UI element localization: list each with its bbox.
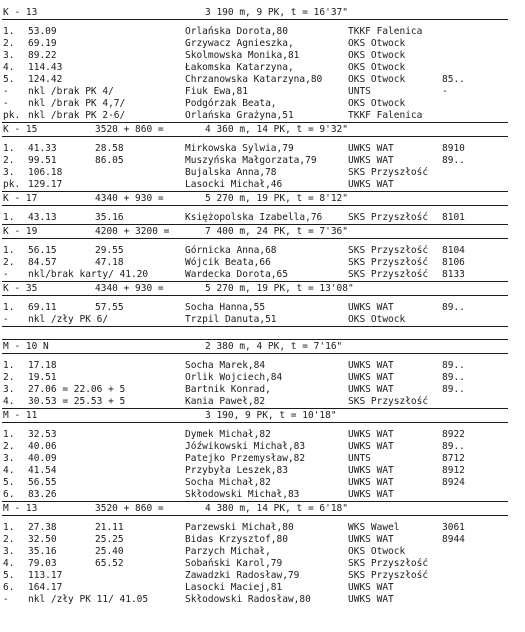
competitor-code: 8106 [442,257,465,268]
competitor-name: Chrzanowska Katarzyna,80 [185,74,323,85]
time: nkl /brak PK 4,7/ [28,98,126,109]
club: UWKS WAT [348,594,394,605]
club: SKS Przyszłość [348,269,429,280]
club: UWKS WAT [348,143,394,154]
result-row [0,594,525,606]
section-header [0,340,525,353]
competitor-name: Orlik Wojciech,84 [185,372,283,383]
result-row [0,453,525,465]
competitor-name: Wardecka Dorota,65 [185,269,288,280]
result-row [0,546,525,558]
time: 41.33 [28,143,57,154]
competitor-name: Patejko Przemysław,82 [185,453,306,464]
competitor-name: Bujalska Anna,78 [185,167,277,178]
competitor-code: 89.. [442,302,465,313]
competitor-code: 89.. [442,384,465,395]
place: 5. [3,570,15,581]
time: nkl /brak PK 4/ [28,86,114,97]
time: 43.13 [28,212,57,223]
place: 1. [3,143,15,154]
result-row [0,269,525,281]
club: UWKS WAT [348,384,394,395]
result-row [0,62,525,74]
result-row [0,38,525,50]
place: - [3,314,9,325]
club: UWKS WAT [348,441,394,452]
section-label: M - 10 N [3,341,49,352]
competitor-code: 8944 [442,534,465,545]
result-row [0,396,525,408]
result-row [0,110,525,122]
time: 19.51 [28,372,57,383]
club: SKS Przyszłość [348,257,429,268]
competitor-name: Zawadzki Radosław,79 [185,570,300,581]
results-document [0,6,525,606]
competitor-name: Muszyńska Małgorzata,79 [185,155,317,166]
result-row [0,26,525,38]
time: 32.50 [28,534,57,545]
club: UWKS WAT [348,179,394,190]
time: 27.38 [28,522,57,533]
competitor-name: Skolmowska Monika,81 [185,50,300,61]
result-row [0,302,525,314]
section-summary: 5 270 m, 19 PK, t = 8'12" [205,193,348,204]
result-row [0,167,525,179]
result-row [0,86,525,98]
section-summary: 2 380 m, 4 PK, t = 7'16" [205,341,343,352]
competitor-code: 89.. [442,155,465,166]
competitor-name: Socha Marek,84 [185,360,266,371]
section-summary: 5 270 m, 19 PK, t = 13'08" [205,283,354,294]
club: UWKS WAT [348,534,394,545]
result-row [0,179,525,191]
section-header [0,225,525,238]
club: UWKS WAT [348,429,394,440]
result-row [0,257,525,269]
result-row [0,360,525,372]
section-summary: 3 190 m, 9 PK, t = 16'37" [205,7,348,18]
result-row [0,212,525,224]
place: 1. [3,522,15,533]
section-header [0,502,525,515]
result-row [0,314,525,326]
time: nkl /zły PK 6/ [28,314,109,325]
competitor-name: Orlańska Grażyna,51 [185,110,294,121]
club: UNTS [348,86,371,97]
club: SKS Przyszłość [348,570,429,581]
time: nkl /zły PK 11/ 41.05 [28,594,149,605]
place: 2. [3,534,15,545]
club: SKS Przyszłość [348,212,429,223]
time-split: 57.55 [95,302,124,313]
place: 5. [3,74,15,85]
section-header [0,123,525,136]
place: pk. [3,110,21,121]
time-split: 25.25 [95,534,124,545]
time: 30.53 = 25.53 + 5 [28,396,126,407]
section-summary: 4 380 m, 14 PK, t = 6'18" [205,503,348,514]
place: 4. [3,396,15,407]
result-row [0,98,525,110]
competitor-name: Bidas Krzysztof,80 [185,534,288,545]
club: UWKS WAT [348,302,394,313]
result-row [0,558,525,570]
time-split: 25.40 [95,546,124,557]
competitor-name: Socha Michał,82 [185,477,271,488]
club: OKS Otwock [348,546,406,557]
club: UWKS WAT [348,582,394,593]
time-split: 29.55 [95,245,124,256]
result-row [0,534,525,546]
time: 69.11 [28,302,57,313]
result-row [0,429,525,441]
competitor-code: 3061 [442,522,465,533]
competitor-name: Skłodowski Radosław,80 [185,594,311,605]
time: 32.53 [28,429,57,440]
club: SKS Przyszłość [348,167,429,178]
club: OKS Otwock [348,62,406,73]
club: TKKF Falenica [348,110,423,121]
result-row [0,570,525,582]
place: 2. [3,441,15,452]
result-row [0,143,525,155]
competitor-code: 8133 [442,269,465,280]
section-distance-sum: 4340 + 930 = [95,193,164,204]
time: 129.17 [28,179,63,190]
place: 3. [3,546,15,557]
place: 4. [3,558,15,569]
result-row [0,245,525,257]
time: 113.17 [28,570,63,581]
competitor-code: 8912 [442,465,465,476]
competitor-name: Sobański Karol,79 [185,558,283,569]
place: pk. [3,179,21,190]
time: 41.54 [28,465,57,476]
section-distance-sum: 4200 + 3200 = [95,226,170,237]
time: 164.17 [28,582,63,593]
competitor-code: 8922 [442,429,465,440]
time: 40.09 [28,453,57,464]
club: UWKS WAT [348,477,394,488]
section-label: M - 13 [3,503,38,514]
place: 3. [3,453,15,464]
time: 53.09 [28,26,57,37]
result-row [0,372,525,384]
competitor-code: 8101 [442,212,465,223]
section-label: K - 17 [3,193,38,204]
time: 79.03 [28,558,57,569]
result-row [0,489,525,501]
place: 1. [3,212,15,223]
result-row [0,477,525,489]
place: 2. [3,372,15,383]
place: 4. [3,465,15,476]
place: 2. [3,257,15,268]
result-row [0,74,525,86]
competitor-name: Jóźwikowski Michał,83 [185,441,306,452]
time: 99.51 [28,155,57,166]
competitor-name: Podgórzak Beata, [185,98,277,109]
result-row [0,384,525,396]
time: 17.18 [28,360,57,371]
time-split: 28.58 [95,143,124,154]
place: 2. [3,155,15,166]
section-header [0,282,525,295]
competitor-name: Łakomska Katarzyna, [185,62,294,73]
competitor-name: Księżopolska Izabella,76 [185,212,323,223]
result-row [0,582,525,594]
place: 1. [3,245,15,256]
result-row [0,441,525,453]
club: OKS Otwock [348,98,406,109]
competitor-code: 85.. [442,74,465,85]
place: 3. [3,50,15,61]
competitor-name: Orlańska Dorota,80 [185,26,288,37]
club: OKS Otwock [348,74,406,85]
place: 5. [3,477,15,488]
club: WKS Wawel [348,522,400,533]
section-label: K - 13 [3,7,38,18]
place: 6. [3,582,15,593]
club: SKS Przyszłość [348,396,429,407]
place: - [3,269,9,280]
competitor-name: Grzywacz Agnieszka, [185,38,294,49]
club: TKKF Falenica [348,26,423,37]
club: OKS Otwock [348,314,406,325]
time: 124.42 [28,74,63,85]
place: - [3,98,9,109]
section-summary: 7 400 m, 24 PK, t = 7'36" [205,226,348,237]
time: 69.19 [28,38,57,49]
time: 56.55 [28,477,57,488]
result-row [0,522,525,534]
competitor-code: 8924 [442,477,465,488]
time: 84.57 [28,257,57,268]
section-summary: 3 190, 9 PK, t = 10'18" [205,410,337,421]
place: 1. [3,26,15,37]
section-summary: 4 360 m, 14 PK, t = 9'32" [205,124,348,135]
competitor-code: 8910 [442,143,465,154]
club: SKS Przyszłość [348,558,429,569]
result-row [0,465,525,477]
competitor-name: Lasocki Michał,46 [185,179,283,190]
section-distance-sum: 4340 + 930 = [95,283,164,294]
club: UWKS WAT [348,489,394,500]
competitor-name: Dymek Michał,82 [185,429,271,440]
section-header [0,192,525,205]
section-distance-sum: 3520 + 860 = [95,124,164,135]
competitor-name: Parzewski Michał,80 [185,522,294,533]
competitor-name: Wójcik Beata,66 [185,257,271,268]
time: 106.18 [28,167,63,178]
competitor-code: - [442,86,448,97]
result-row [0,155,525,167]
time-split: 21.11 [95,522,124,533]
section-header [0,6,525,19]
competitor-name: Fiuk Ewa,81 [185,86,248,97]
competitor-name: Górnicka Anna,68 [185,245,277,256]
club: UNTS [348,453,371,464]
competitor-name: Mirkowska Sylwia,79 [185,143,294,154]
place: 1. [3,302,15,313]
club: UWKS WAT [348,360,394,371]
time-split: 86.05 [95,155,124,166]
section-label: K - 35 [3,283,38,294]
section-label: K - 19 [3,226,38,237]
club: UWKS WAT [348,372,394,383]
club: SKS Przyszłość [348,245,429,256]
section-distance-sum: 3520 + 860 = [95,503,164,514]
competitor-name: Trzpil Danuta,51 [185,314,277,325]
place: 1. [3,429,15,440]
competitor-name: Socha Hanna,55 [185,302,266,313]
competitor-code: 89.. [442,372,465,383]
section-header [0,409,525,422]
time: 40.06 [28,441,57,452]
club: OKS Otwock [348,38,406,49]
time: 56.15 [28,245,57,256]
result-row [0,50,525,62]
time: 114.43 [28,62,63,73]
competitor-code: 89.. [442,360,465,371]
club: OKS Otwock [348,50,406,61]
place: 1. [3,360,15,371]
competitor-code: 8104 [442,245,465,256]
place: - [3,86,9,97]
section-label: M - 11 [3,410,38,421]
competitor-name: Lasocki Maciej,81 [185,582,283,593]
time-split: 35.16 [95,212,124,223]
place: 3. [3,167,15,178]
place: 6. [3,489,15,500]
time: 89.22 [28,50,57,61]
time-split: 65.52 [95,558,124,569]
place: 4. [3,62,15,73]
competitor-name: Bartnik Konrad, [185,384,271,395]
time: 27.06 = 22.06 + 5 [28,384,126,395]
place: 3. [3,384,15,395]
competitor-name: Skłodowski Michał,83 [185,489,300,500]
section-label: K - 15 [3,124,38,135]
time: nkl /brak PK 2-6/ [28,110,126,121]
competitor-code: 8712 [442,453,465,464]
place: - [3,594,9,605]
competitor-code: 89.. [442,441,465,452]
place: 2. [3,38,15,49]
competitor-name: Kania Paweł,82 [185,396,266,407]
time: 35.16 [28,546,57,557]
time-split: 47.18 [95,257,124,268]
time: nkl/brak karty/ 41.20 [28,269,149,280]
competitor-name: Parzych Michał, [185,546,271,557]
time: 83.26 [28,489,57,500]
club: UWKS WAT [348,155,394,166]
club: UWKS WAT [348,465,394,476]
competitor-name: Przybyła Leszek,83 [185,465,288,476]
